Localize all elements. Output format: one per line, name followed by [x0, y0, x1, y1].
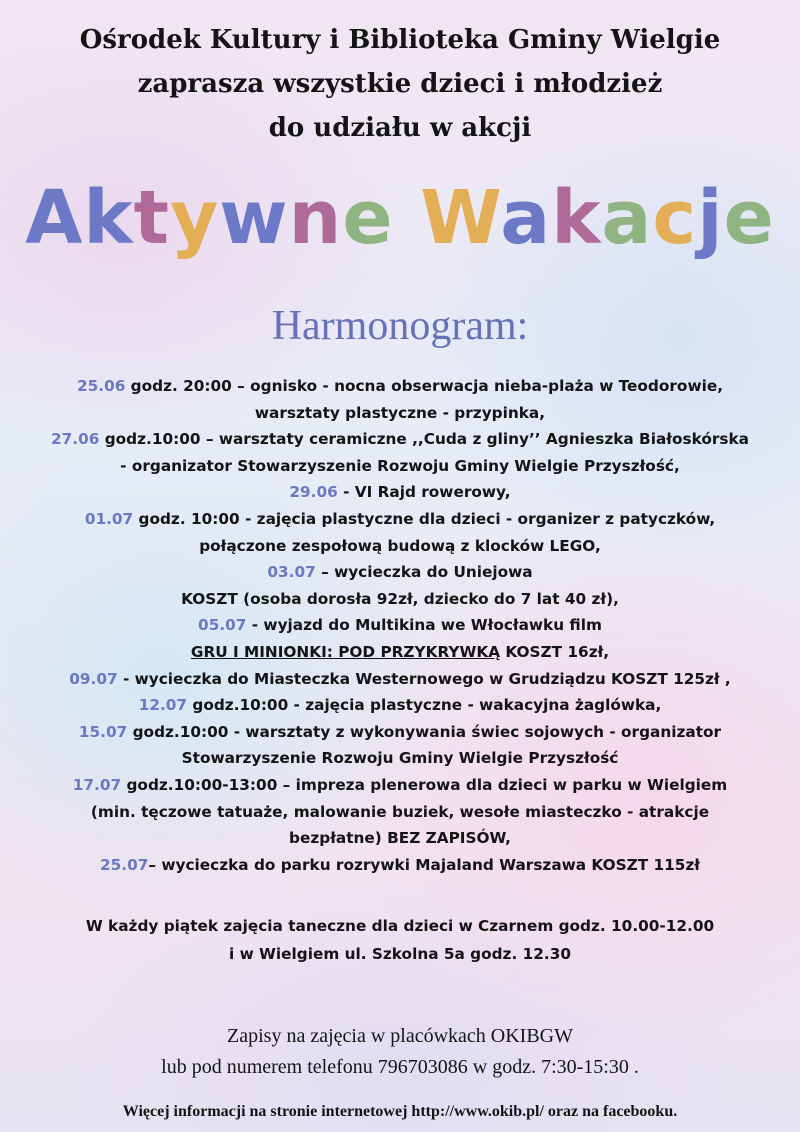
dance-classes-note	[0, 912, 800, 968]
schedule-date: 01.07	[84, 509, 134, 528]
title-letter: e	[342, 175, 394, 261]
title-letter: k	[83, 175, 134, 261]
note-line-1: W każdy piątek zajęcia taneczne dla dzieci w Czarnem godz. 10.00-12.00	[85, 917, 715, 935]
title-letter: t	[133, 175, 171, 261]
footer-info: Więcej informacji na stronie internetowej http://www.okib.pl/ oraz na facebooku.	[122, 1103, 678, 1120]
schedule-text: KOSZT 16zł,	[500, 642, 610, 661]
schedule-text: godz.10:00 - zajęcia plastyczne - wakacyjna żaglówka,	[187, 696, 662, 715]
schedule-text: - wyjazd do Multikina we Włocławku film	[246, 616, 602, 635]
schedule-line	[0, 772, 800, 799]
schedule-date: 15.07	[78, 722, 128, 741]
schedule-line: (min. tęczowe tatuaże, malowanie buziek, wesołe miasteczko - atrakcje	[90, 802, 710, 821]
signup-line-1: Zapisy na zajęcia w placówkach OKIBGW	[227, 1025, 573, 1047]
schedule-list	[0, 373, 800, 878]
schedule-text: - VI Rajd rowerowy,	[337, 483, 511, 502]
schedule-line	[0, 719, 800, 746]
schedule-line	[0, 506, 800, 533]
schedule-date: 17.07	[72, 775, 122, 794]
schedule-line	[0, 479, 800, 506]
title-letter: y	[170, 175, 220, 261]
intro-line-3: do udziału w akcji	[268, 113, 532, 143]
schedule-line	[0, 373, 800, 400]
schedule-text: – wycieczka do parku rozrywki Majaland Warszawa KOSZT 115zł	[148, 855, 700, 874]
schedule-date: 03.07	[267, 563, 316, 582]
schedule-text: godz. 20:00 – ognisko - nocna obserwacja nieba-plaża w Teodorowie,	[125, 377, 724, 395]
schedule-line	[0, 426, 800, 453]
schedule-text: godz. 10:00 - zajęcia plastyczne dla dzieci - organizer z patyczków,	[133, 509, 716, 528]
schedule-text: - wycieczka do Miasteczka Westernowego w Grudziądzu KOSZT 125zł ,	[117, 669, 731, 688]
title-letter: w	[219, 175, 289, 261]
schedule-text: godz.10:00 - warsztaty z wykonywania świec sojowych - organizator	[127, 722, 722, 741]
title-letter: A	[25, 175, 84, 261]
intro-line-1: Ośrodek Kultury i Biblioteka Gminy Wielgie	[79, 25, 721, 55]
schedule-date: 25.06	[76, 377, 126, 395]
title-letter: e	[723, 175, 775, 261]
schedule-heading: Harmonogram:	[271, 303, 529, 349]
schedule-date: 25.07	[100, 855, 149, 874]
schedule-line	[0, 612, 800, 639]
note-line-2: i w Wielgiem ul. Szkolna 5a godz. 12.30	[229, 945, 571, 963]
title-letter: c	[652, 175, 698, 261]
schedule-line: Stowarzyszenie Rozwoju Gminy Wielgie Przyszłość	[181, 749, 619, 768]
intro-line-2: zaprasza wszystkie dzieci i młodzież	[137, 69, 663, 99]
movie-title: GRU I MINIONKI: POD PRZYKRYWKĄ	[190, 642, 501, 661]
schedule-line: połączone zespołową budową z klocków LEGO,	[199, 536, 601, 555]
schedule-line	[0, 559, 800, 586]
schedule-line: - organizator Stowarzyszenie Rozwoju Gminy Wielgie Przyszłość,	[120, 456, 680, 475]
title-letter: a	[601, 175, 653, 261]
title-letter: j	[697, 175, 724, 261]
title-space	[394, 175, 421, 261]
schedule-line: KOSZT (osoba dorosła 92zł, dziecko do 7 lat 40 zł),	[181, 589, 619, 608]
schedule-line	[0, 692, 800, 719]
schedule-text: – wycieczka do Uniejowa	[315, 563, 533, 582]
schedule-line	[0, 852, 800, 879]
schedule-line	[0, 639, 800, 666]
schedule-date: 09.07	[69, 669, 118, 688]
schedule-text: godz.10:00-13:00 – impreza plenerowa dla dzieci w parku w Wielgiem	[121, 775, 728, 794]
title-letter: k	[551, 175, 602, 261]
title-letter: n	[288, 175, 343, 261]
title-letter: W	[420, 175, 501, 261]
intro-text	[0, 18, 800, 150]
schedule-date: 29.06	[289, 483, 338, 502]
schedule-line	[0, 666, 800, 693]
schedule-line: warsztaty plastyczne - przypinka,	[254, 403, 546, 422]
schedule-date: 27.06	[50, 430, 100, 449]
signup-line-2: lub pod numerem telefonu 796703086 w godz. 7:30-15:30 .	[161, 1056, 639, 1078]
event-title	[0, 168, 800, 268]
schedule-line: bezpłatne) BEZ ZAPISÓW,	[289, 829, 511, 848]
schedule-text: godz.10:00 – warsztaty ceramiczne ,,Cuda z gliny’’ Agnieszka Białoskórska	[99, 430, 749, 449]
schedule-date: 12.07	[138, 696, 188, 715]
signup-info	[0, 1021, 800, 1083]
schedule-date: 05.07	[198, 616, 247, 635]
title-letter: a	[500, 175, 552, 261]
